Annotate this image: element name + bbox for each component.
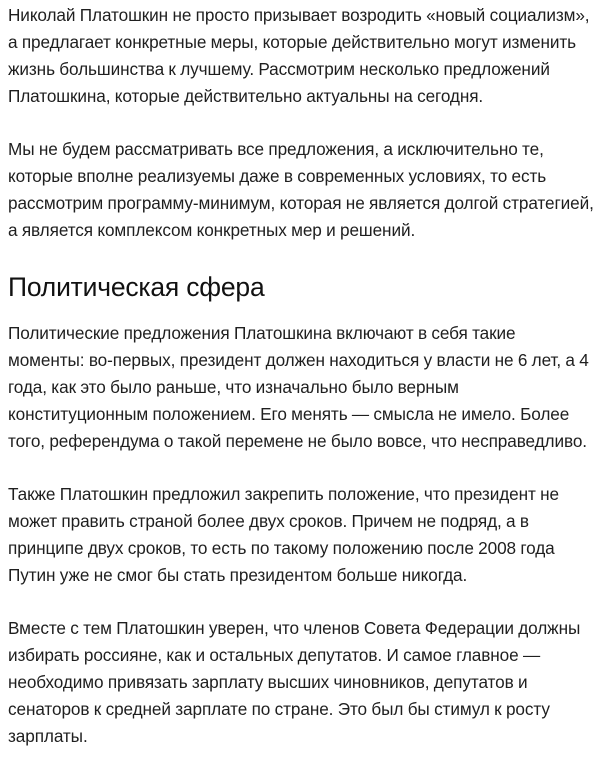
section-paragraph-1: Политические предложения Платошкина включают в себя такие моменты: во-первых, президент должен находиться у власти не 6 лет, а 4 года, как это было раньше, что изначально было верным конституционным положением. Его менять — смысла не имело. Более того, референдума о такой перемене не было вовсе, что несправедливо. [8,323,589,451]
intro-paragraph-2: Мы не будем рассматривать все предложения, а исключительно те, которые вполне реализуемы даже в современных условиях, то есть рассмотрим программу-минимум, которая не является долгой стратегией, а является комплексом конкретных мер и решений. [8,139,594,240]
intro-paragraph-1: Николай Платошкин не просто призывает возродить «новый социализм», а предлагает конкретные меры, которые действительно могут изменить жизнь большинства к лучшему. Рассмотрим несколько предложений Платошкина, которые действительно актуальны на сегодня. [8,5,590,106]
section-paragraph-2: Также Платошкин предложил закрепить положение, что президент не может править страной более двух сроков. Причем не подряд, а в принципе двух сроков, то есть по такому положению после 2008 года Путин уже не смог бы стать президентом больше никогда. [8,484,559,585]
section-heading: Политическая сфера [8,272,265,302]
section-paragraph-3: Вместе с тем Платошкин уверен, что членов Совета Федерации должны избирать россияне, как и остальных депутатов. И самое главное — необходимо привязать зарплату высших чиновников, депутатов и сенаторов к средней зарплате по стране. Это был бы стимул к росту зарплаты. [8,618,581,746]
